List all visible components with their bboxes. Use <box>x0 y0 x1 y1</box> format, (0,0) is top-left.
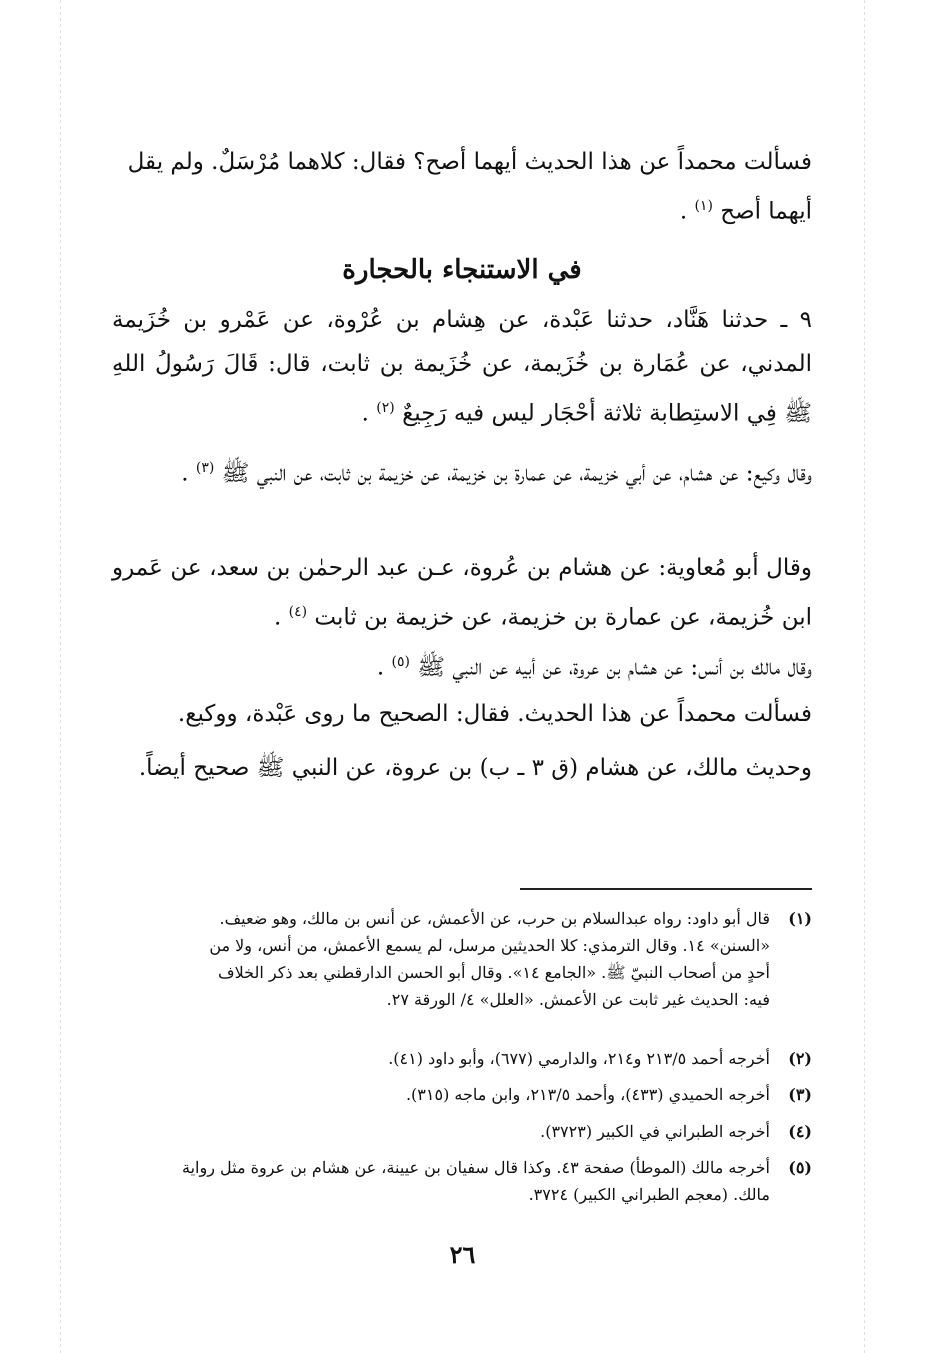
paragraph-3: وقال وكيع: عن هشام، عن أبي خزيمة، عن عمارة بن خزيمة، عن خزيمة بن ثابت، عن النبي ﷺ $^{(٣)}$ . <box>181 460 812 487</box>
footnote-separator <box>520 888 812 890</box>
footnote-5 <box>112 1154 812 1208</box>
footnote-line: مالك. (معجم الطبراني الكبير) ٣٧٢٤. <box>528 1185 770 1204</box>
footnote-line: أحدٍ من أصحاب النبيّ ﷺ. «الجامع ١٤». وقال أبو الحسن الدارقطني بعد ذكر الخلاف <box>218 963 770 982</box>
footnote-number: (١) <box>788 909 812 928</box>
paragraph-7 <box>112 746 812 790</box>
paragraph-1-line-1: فسألت محمداً عن هذا الحديث أيهما أصح؟ فقال: كلاهما مُرْسَلٌ. ولم يقل <box>127 149 812 175</box>
paragraph-2: ٩ ـ حدثنا هَنَّاد، حدثنا عَبْدة، عن هِشام بن عُرْوة، عن عَمْرو بن خُزَيمة المدني، عن عُمَارة بن خُزَيمة، عن خُزَيمة بن ثابت، قال: قَالَ رَسُولُ اللهِ ﷺ فِي الاستِطابة ثلاثة أحْجَار ليس فيه رَجِيعٌ $^{(٢)}$ . <box>112 307 812 427</box>
paragraph-4-text: وقال أبو مُعاوية: عن هشام بن عُروة، عـن عبد الرحمٰن بن سعد، عن عَمرو ابن خُزيمة، عن عمارة بن خزيمة، عن خزيمة بن ثابت <box>112 555 812 631</box>
footnote-3 <box>112 1081 812 1108</box>
scan-edge-mark <box>864 0 865 1353</box>
footnote-ref-5: (٥) <box>391 654 410 670</box>
footnote-number: (٥) <box>788 1158 812 1177</box>
paragraph-3-text: وقال وكيع: عن هشام، عن أبي خزيمة، عن عمارة بن خزيمة، عن خزيمة بن ثابت، عن النبي ﷺ <box>221 460 812 487</box>
paragraph-2-text: ٩ ـ حدثنا هَنَّاد، حدثنا عَبْدة، عن هِشام بن عُرْوة، عن عَمْرو بن خُزَيمة المدني، عن عُمَارة بن خُزَيمة، عن خُزَيمة بن ثابت، قال: قَالَ رَسُولُ اللهِ ﷺ فِي الاستِطابة ثلاثة أحْجَار ليس فيه رَجِيعٌ <box>112 307 812 427</box>
footnote-ref-3: (٣) <box>195 460 215 476</box>
section-heading: في الاستنجاء بالحجارة <box>342 255 582 285</box>
footnote-4 <box>112 1118 812 1145</box>
footnote-ref-1: (١) <box>694 198 713 214</box>
page-number: ٢٦ <box>449 1240 476 1269</box>
footnote-line: أخرجه مالك (الموطأ) صفحة ٤٣. وكذا قال سفيان بن عيينة، عن هشام بن عروة مثل رواية <box>182 1158 770 1177</box>
paragraph-6 <box>112 692 812 736</box>
footnote-line: أخرجه الطبراني في الكبير (٣٧٢٣). <box>540 1122 770 1141</box>
footnote-line: فيه: الحديث غير ثابت عن الأعمش. «العلل» ٤/ الورقة ٢٧. <box>386 990 770 1009</box>
footnote-line: أخرجه الحميدي (٤٣٣)، وأحمد ٢١٣/٥، وابن ماجه (٣١٥). <box>405 1085 770 1104</box>
footnote-number: (٤) <box>788 1122 812 1141</box>
footnote-1 <box>112 905 812 1013</box>
paragraph-5-text: وقال مالك بن أنس: عن هشام بن عروة، عن أبيه عن النبي ﷺ <box>417 654 812 681</box>
paragraph-4: وقال أبو مُعاوية: عن هشام بن عُروة، عـن عبد الرحمٰن بن سعد، عن عَمرو ابن خُزيمة، عن عمارة بن خزيمة، عن خزيمة بن ثابت $^{(٤)}$ . <box>112 555 812 631</box>
paragraph-6-text: فسألت محمداً عن هذا الحديث. فقال: الصحيح ما روى عَبْدة، ووكيع. <box>177 701 812 727</box>
paragraph-1-line-2: أيهما أصح <box>720 198 812 225</box>
footnote-ref-2: (٢) <box>376 400 395 416</box>
footnote-line: أخرجه أحمد ٢١٣/٥ و٢١٤، والدارمي (٦٧٧)، وأبو داود (٤١). <box>388 1049 770 1068</box>
footnote-line: «السنن» ١٤. وقال الترمذي: كلا الحديثين مرسل، لم يسمع الأعمش، من أنس، ولا من <box>209 936 770 955</box>
footnote-2 <box>112 1045 812 1072</box>
paragraph-7-text: وحديث مالك، عن هشام (ق ٣ ـ ب) بن عروة، عن النبي ﷺ صحيح أيضاً. <box>138 755 812 781</box>
footnote-ref-4: (٤) <box>288 604 308 620</box>
footnote-line: قال أبو داود: رواه عبدالسلام بن حرب، عن الأعمش، عن أنس بن مالك، وهو ضعيف. <box>219 909 770 928</box>
paragraph-5: وقال مالك بن أنس: عن هشام بن عروة، عن أبيه عن النبي ﷺ $^{(٥)}$ . <box>376 654 812 681</box>
footnote-number: (٣) <box>788 1085 812 1104</box>
paragraph-1: فسألت محمداً عن هذا الحديث أيهما أصح؟ فقال: كلاهما مُرْسَلٌ. ولم يقل أيهما أصح $^{(١)}$ . <box>127 149 812 225</box>
footnote-number: (٢) <box>788 1049 812 1068</box>
scan-edge-mark <box>60 0 61 1353</box>
